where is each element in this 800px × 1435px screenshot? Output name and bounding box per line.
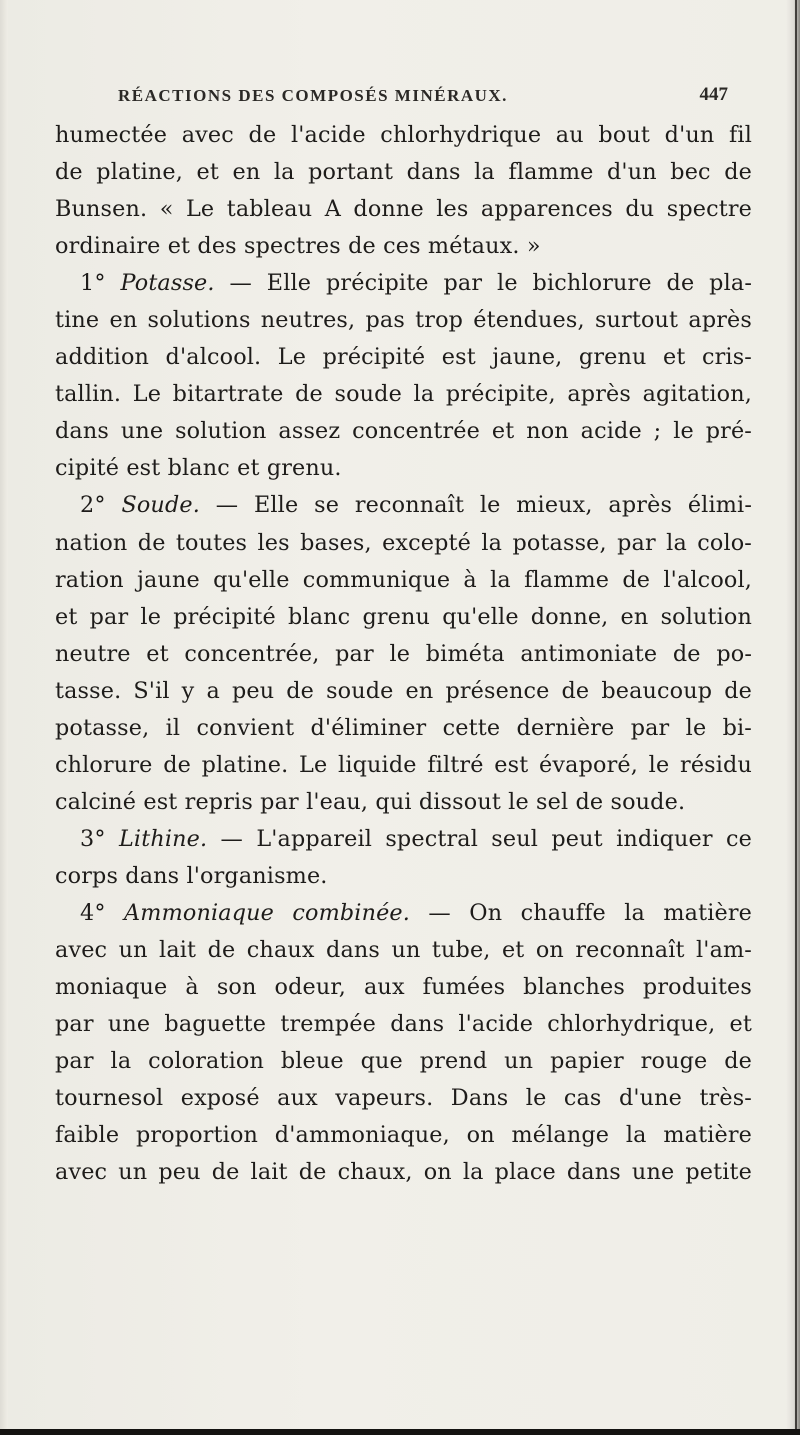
section-title: Lithine. [118, 825, 208, 852]
text-line: par une baguette trempée dans l'acide chlorhydrique, et [55, 1011, 752, 1038]
text-line: chlorure de platine. Le liquide filtré est évaporé, le résidu [55, 751, 752, 778]
text-line: ration jaune qu'elle communique à la flamme de l'alcool, [55, 566, 752, 593]
text-line: cipité est blanc et grenu. [55, 455, 342, 482]
section-heading-line: 4° Ammoniaque combinée. — On chauffe la matière [80, 899, 753, 926]
text-line: par la coloration bleue que prend un papier rouge de [55, 1048, 752, 1075]
text-line: dans une solution assez concentrée et non acide ; le pré- [55, 418, 752, 445]
text-line: avec un lait de chaux dans un tube, et on reconnaît l'am- [55, 937, 752, 964]
text-line: moniaque à son odeur, aux fumées blanches produites [55, 974, 752, 1001]
page-bottom-edge [0, 1429, 800, 1435]
text-line: potasse, il convient d'éliminer cette dernière par le bi- [55, 714, 752, 741]
text-line: et par le précipité blanc grenu qu'elle donne, en solution [55, 603, 752, 630]
text-line: ordinaire et des spectres de ces métaux. » [55, 233, 541, 260]
page-header [118, 86, 728, 114]
text-line: Bunsen. « Le tableau A donne les apparences du spectre [55, 196, 752, 223]
text-line: neutre et concentrée, par le biméta antimoniate de po- [55, 640, 752, 667]
section-title: Ammoniaque combinée. [124, 899, 411, 926]
text-line: tallin. Le bitartrate de soude la précipite, après agitation, [55, 381, 752, 408]
text-line: de platine, et en la portant dans la flamme d'un bec de [55, 159, 752, 186]
text-line: nation de toutes les bases, excepté la potasse, par la colo- [55, 529, 752, 556]
running-head: RÉACTIONS DES COMPOSÉS MINÉRAUX. [118, 86, 508, 105]
text-line: tasse. S'il y a peu de soude en présence de beaucoup de [55, 677, 752, 704]
section-heading-line: 2° Soude. — Elle se reconnaît le mieux, après élimi- [80, 492, 753, 519]
body-text [55, 117, 752, 1191]
text-line: corps dans l'organisme. [55, 862, 328, 889]
text-line: avec un peu de lait de chaux, on la place dans une petite [55, 1159, 752, 1186]
text-line: tine en solutions neutres, pas trop étendues, surtout après [55, 307, 752, 334]
section-title: Potasse. [120, 270, 215, 297]
text-line: faible proportion d'ammoniaque, on mélange la matière [55, 1122, 752, 1149]
text-line: tournesol exposé aux vapeurs. Dans le cas d'une très- [55, 1085, 752, 1112]
page-number: 447 [699, 84, 728, 105]
page-right-edge [786, 0, 800, 1435]
page-left-edge [0, 0, 8, 1435]
page-edge-rule [795, 0, 797, 1435]
section-title: Soude. [121, 492, 200, 519]
text-line: addition d'alcool. Le précipité est jaune, grenu et cris- [55, 344, 752, 371]
section-heading-line: 3° Lithine. — L'appareil spectral seul peut indiquer ce [80, 825, 752, 852]
section-heading-line: 1° Potasse. — Elle précipite par le bichlorure de pla- [80, 270, 753, 297]
text-line: calciné est repris par l'eau, qui dissout le sel de soude. [55, 788, 686, 815]
text-line: humectée avec de l'acide chlorhydrique au bout d'un fil [55, 122, 752, 148]
